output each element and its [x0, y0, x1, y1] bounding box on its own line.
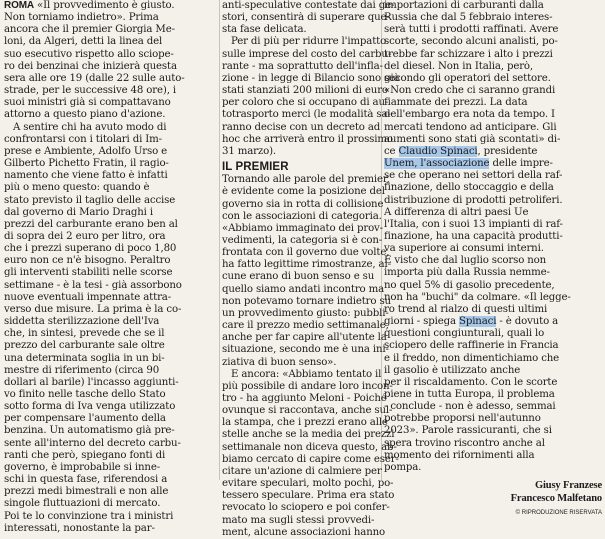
- text-line: siddetta sterilizzazione dell'Iva: [4, 316, 160, 328]
- text-line: citare un'azione di calmiere per: [222, 465, 382, 477]
- text-line: è evidente come la posizione del: [222, 186, 385, 198]
- text-line: vedimenti, la categoria si è con-: [222, 234, 383, 246]
- text-line: [384, 316, 602, 328]
- text-line: attorno a questo piano d'azione.: [4, 109, 166, 121]
- text-line: A sentire chi ha avuto modo di: [13, 121, 167, 133]
- text-line: zione - in legge di Bilancio sono già: [222, 72, 400, 84]
- text-line: schi in questa fase, riferendosi a: [4, 474, 168, 486]
- text-line: tro - ha aggiunto Meloni - Poiché: [222, 393, 387, 404]
- text-line: 31 marzo).: [222, 145, 277, 157]
- text-line: finazione, dello stoccaggio e della: [384, 182, 554, 194]
- text-line: ROMA «Il provvedimento è giusto.: [4, 0, 175, 11]
- text-line: prese e Ambiente, Adolfo Urso e: [4, 145, 168, 157]
- text-line: governo, è improbabile si inne-: [4, 461, 161, 473]
- text-line: mato ma sugli stessi provvedi-: [222, 514, 375, 526]
- text-line: per coloro che si occupano di au-: [222, 97, 389, 109]
- text-line: che i prezzi superano di poco 1,80: [4, 243, 177, 255]
- text-line: Tornando alle parole del premier,: [222, 174, 390, 186]
- text-line: stati stanziati 200 milioni di euro: [222, 85, 388, 97]
- text-line: dell'embargo era nota da tempo. I: [384, 109, 555, 121]
- text-line: questioni congiunturali, quali lo: [384, 328, 545, 340]
- text-line: ovunque si raccontava, anche sul-: [222, 405, 393, 417]
- text-line: cune erano di buon senso e su: [222, 271, 375, 283]
- highlighted-organization: Unem, l'associazione: [384, 158, 490, 170]
- text-line: anche per far capire all'utente la: [222, 332, 387, 344]
- text-line: stelle anche se la media dei prezzi: [222, 429, 395, 441]
- text-line: una determinata soglia in un bi-: [4, 352, 165, 364]
- text-line: più possibile di andare loro incon-: [222, 380, 393, 392]
- text-line: pompa.: [384, 461, 422, 473]
- text-line: un provvedimento giusto: pubbli-: [222, 307, 389, 319]
- text-line: prezzi medi bimestrali e non alle: [4, 486, 169, 498]
- text-line: totrasporto merci (le modalità sa-: [222, 109, 391, 121]
- text-line: E visto che dal luglio scorso non: [384, 255, 547, 267]
- text-line: importa più dalla Russia nemme-: [384, 267, 550, 279]
- text-line: benzina. Un automatismo già pre-: [4, 425, 175, 437]
- text-line: l'Italia, con i suoi 13 impianti di raf-: [384, 218, 563, 230]
- text-line: prezzo del carburante sale oltre: [4, 340, 165, 352]
- text-line: no quel 5% di gasolio precedente,: [384, 279, 555, 291]
- text-line: importazioni di carburanti dalla: [384, 0, 544, 11]
- text-line: care il prezzo medio settimanale,: [222, 320, 389, 332]
- text-line: e il freddo, non dimentichiamo che: [384, 352, 560, 364]
- text-line: di sopra dei 2 euro per litro, ora: [4, 230, 166, 242]
- text-line: strade, per le successive 48 ore), i: [4, 85, 176, 97]
- text-line: più o meno questo: quando è: [4, 182, 150, 194]
- text-span: aumenti sono stati già scontati» di-: [384, 133, 561, 145]
- text-line: non potevamo tornare indietro su: [222, 295, 391, 307]
- text-span: - è dovuto a: [496, 316, 559, 328]
- text-line: A differenza di altri paesi Ue: [384, 206, 529, 218]
- text-line: mestre di riferimento (circa 90: [4, 364, 160, 376]
- text-line: 2023». Parole rassicuranti, che si: [384, 425, 552, 437]
- text-line: sotto forma di Iva venga utilizzato: [4, 401, 176, 413]
- text-line: prezzi del carburante erano ben al: [4, 218, 178, 230]
- text-line: Russia che dal 5 febbraio interes-: [384, 12, 553, 24]
- text-line: la stampa, che i prezzi erano alle: [222, 417, 388, 429]
- text-line: scorte, secondo alcuni analisti, po-: [384, 36, 558, 48]
- text-line: hoc che arriverà entro il prossimo: [222, 133, 393, 145]
- text-line: finazione, ha una capacità produtti-: [384, 230, 563, 242]
- text-line: con le associazioni di categoria.: [222, 210, 382, 222]
- article-column-1: [4, 0, 217, 535]
- text-line: Per di più per ridurre l'impatto: [231, 36, 387, 48]
- text-line: spera trovino riscontro anche al: [384, 437, 545, 449]
- text-line: namento che viene fatto è infatti: [4, 170, 168, 182]
- text-line: non ha "buchi" da colmare. «Il legge-: [384, 291, 571, 303]
- text-line: piene in tutta Europa, il problema: [384, 389, 555, 400]
- text-line: singole fluttuazioni di mercato.: [4, 498, 161, 510]
- text-line: euro non ce n'è bisogno. Peraltro: [4, 255, 171, 267]
- text-line: quello siamo andati incontro ma: [222, 283, 385, 295]
- text-line: confrontarsi con i titolari di Im-: [4, 133, 162, 145]
- text-span: delle impre-: [489, 158, 553, 170]
- text-line: distribuzione di prodotti petroliferi.: [384, 194, 563, 206]
- text-line: Gilberto Pichetto Fratin, il ragio-: [4, 158, 169, 170]
- text-span: giorni - spiega: [384, 316, 459, 328]
- text-line: situazione, secondo me è una ini-: [222, 344, 389, 356]
- article-column-3: [384, 0, 602, 519]
- text-line: Poi te lo convinzione tra i ministri: [4, 510, 174, 522]
- text-line: se che operano nei settori della raf-: [384, 170, 563, 182]
- text-line: sente all'interno del decreto carbu-: [4, 437, 181, 449]
- text-line: sulle imprese del costo del carbu-: [222, 48, 392, 60]
- text-line: evitare speculari, molto pochi, po-: [222, 478, 394, 490]
- text-line: trebbe far schizzare i alto i prezzi: [384, 48, 553, 60]
- text-span: mercati tendono ad anticipare. Gli: [384, 121, 557, 133]
- text-line: gli interventi stabiliti nelle scorse: [4, 267, 173, 279]
- text-line: serà tutti i prodotti raffinati. Avere: [384, 24, 559, 36]
- text-line: potrebbe proporsi nell'autunno: [384, 413, 541, 425]
- text-line: settimanale non diceva questo, ab-: [222, 441, 397, 453]
- text-span: , presidente: [477, 145, 538, 157]
- byline-author: Francesco Malfetano: [510, 493, 602, 505]
- highlighted-name: Spinaci: [459, 316, 497, 328]
- text-line: Non torniamo indietro». Prima: [4, 12, 159, 24]
- text-line: per compensare l'aumento della: [4, 413, 166, 425]
- text-line: sta fase delicata.: [222, 24, 307, 36]
- text-line: frontata con il governo due volte,: [222, 247, 390, 259]
- text-line: dollari al barile) l'incasso aggiunti-: [4, 376, 179, 388]
- text-line: dal governo di Mario Draghi i: [4, 206, 153, 218]
- text-line: E ancora: «Abbiamo tentato il: [231, 368, 382, 380]
- text-line: ranti che però, spiegano fonti di: [4, 449, 166, 461]
- text-line: [384, 146, 602, 158]
- text-line: ziativa di buon senso».: [222, 356, 337, 368]
- text-line: nuove eventuali impennate attra-: [4, 291, 172, 303]
- text-line: [384, 158, 602, 170]
- text-line: stato previsto il taglio delle accise: [4, 194, 176, 206]
- text-line: ro dei benzinai che inizierà questa: [4, 60, 177, 72]
- text-line: rante - ma soprattutto dell'infla-: [222, 60, 383, 72]
- text-line: del diesel. Non in Italia, però,: [384, 60, 534, 72]
- text-line: «Non credo che ci saranno grandi: [384, 85, 556, 97]
- text-line: ranno decise con un decreto ad: [222, 121, 381, 133]
- text-line: va superiore ai consumi interni.: [384, 243, 544, 255]
- highlighted-name: Claudio Spinaci: [398, 145, 478, 157]
- text-line: sciopero delle raffinerie in Francia: [384, 340, 559, 352]
- text-line: suoi ministri già si compattavano: [4, 97, 171, 109]
- text-line: loni, da Algeri, detti la linea del: [4, 36, 163, 48]
- text-line: [384, 134, 602, 146]
- text-line: suo esecutivo rispetto allo sciope-: [4, 48, 174, 60]
- text-line: revocato lo sciopero e poi confer-: [222, 502, 390, 514]
- text-line: - conclude - non è adesso, semmai: [384, 401, 556, 413]
- text-line: [384, 122, 602, 134]
- text-line: secondo gli operatori del settore.: [384, 72, 551, 84]
- byline-author: Giusy Franzese: [534, 480, 602, 492]
- text-line: fiammate dei prezzi. La data: [384, 97, 528, 109]
- text-line: ment, alcune associazioni hanno: [222, 526, 386, 538]
- text-line: settimane - è la tesi - già assorbono: [4, 279, 182, 291]
- text-line: verso due misure. La prima è la co-: [4, 303, 182, 315]
- text-line: biamo cercato di capire come eser-: [222, 453, 399, 465]
- text-line: governo sia in rotta di collisione: [222, 198, 384, 210]
- text-line: ancora che il premier Giorgia Me-: [4, 24, 175, 36]
- copyright-notice: © RIPRODUZIONE RISERVATA: [515, 510, 602, 517]
- text-line: vo finito nelle tasche dello Stato: [4, 389, 166, 400]
- dateline-kicker: ROMA: [4, 0, 34, 11]
- text-line: ha fatto legittime rimostranze, al-: [222, 259, 391, 271]
- text-line: sera alle ore 19 (dalle 22 sulle auto-: [4, 72, 185, 84]
- column-divider: [219, 0, 220, 480]
- text-line: per il riscaldamento. Con le scorte: [384, 376, 558, 388]
- text-line: momento dei rifornimenti alla: [384, 449, 535, 461]
- section-subhead: IL PREMIER: [222, 161, 289, 174]
- text-line: che, in sintesi, prevede che se il: [4, 328, 165, 340]
- text-line: stori, consentirà di superare que-: [222, 12, 390, 24]
- text-line: tessero speculare. Prima era stato: [222, 490, 395, 502]
- text-line: ro trend al rialzo di questi ultimi: [384, 303, 548, 315]
- text-line: interessati, nonostante la par-: [4, 522, 155, 534]
- text-span: ce: [384, 145, 399, 157]
- text-line: «Abbiamo immaginato dei prov-: [222, 222, 383, 234]
- text-line: anti-speculative contestate dai ge-: [222, 0, 395, 11]
- text-line: il gasolio è utilizzato anche: [384, 364, 521, 376]
